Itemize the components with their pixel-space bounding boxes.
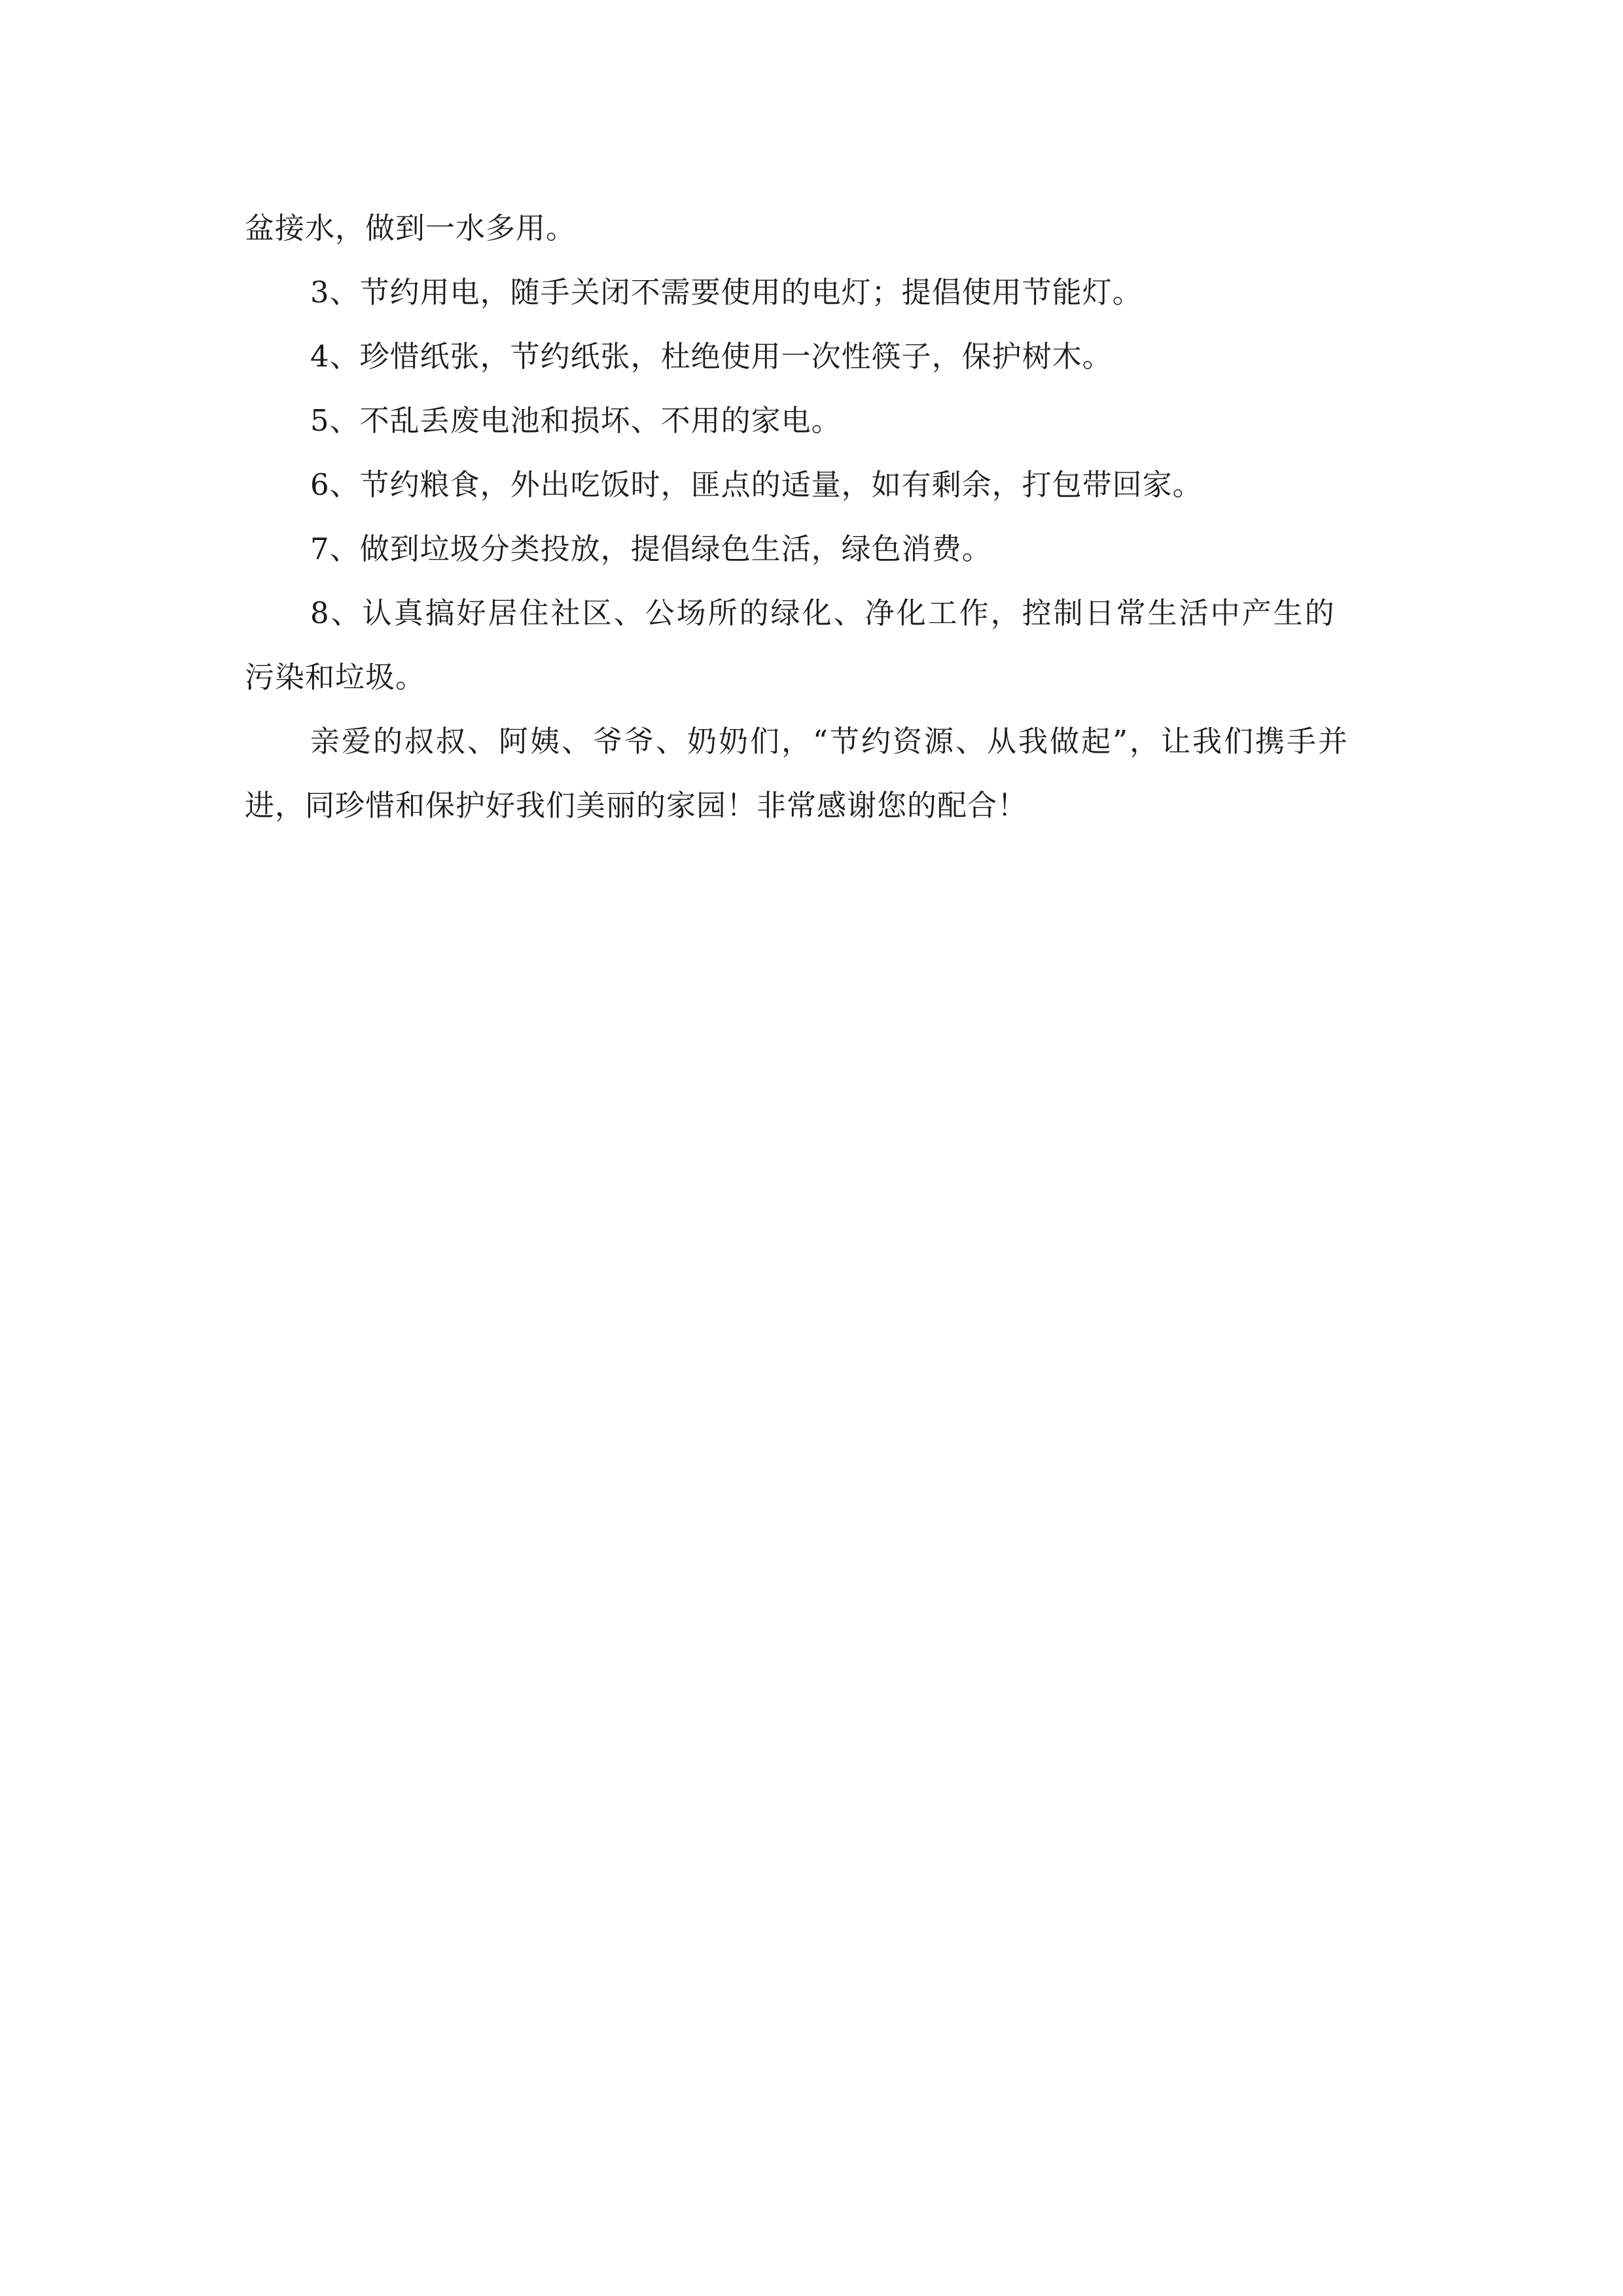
document-body	[245, 196, 1380, 838]
list-item-5: 5、不乱丢废电池和损坏、不用的家电。	[310, 403, 842, 438]
closing-paragraph-line-2: 进，同珍惜和保护好我们美丽的家园！非常感谢您的配合！	[245, 788, 1028, 823]
list-item-4: 4、珍惜纸张，节约纸张，杜绝使用一次性筷子，保护树木。	[310, 339, 1113, 374]
list-item-6: 6、节约粮食，外出吃饭时，匪点的适量，如有剩余，打包带回家。	[310, 467, 1203, 502]
paragraph-continuation-line: 盆接水，做到一水多用。	[245, 211, 577, 245]
list-item-8-continuation: 污染和垃圾。	[245, 660, 426, 694]
list-item-8: 8、认真搞好居住社区、公场所的绿化、净化工作，控制日常生活中产生的	[310, 596, 1336, 630]
list-item-3: 3、节约用电，随手关闭不需要使用的电灯；提倡使用节能灯。	[310, 275, 1143, 310]
closing-paragraph-line-1: 亲爱的叔叔、阿姨、爷爷、奶奶们，“节约资源、从我做起”，让我们携手并	[310, 724, 1350, 759]
list-item-7: 7、做到垃圾分类投放，提倡绿色生活，绿色消费。	[310, 531, 992, 566]
